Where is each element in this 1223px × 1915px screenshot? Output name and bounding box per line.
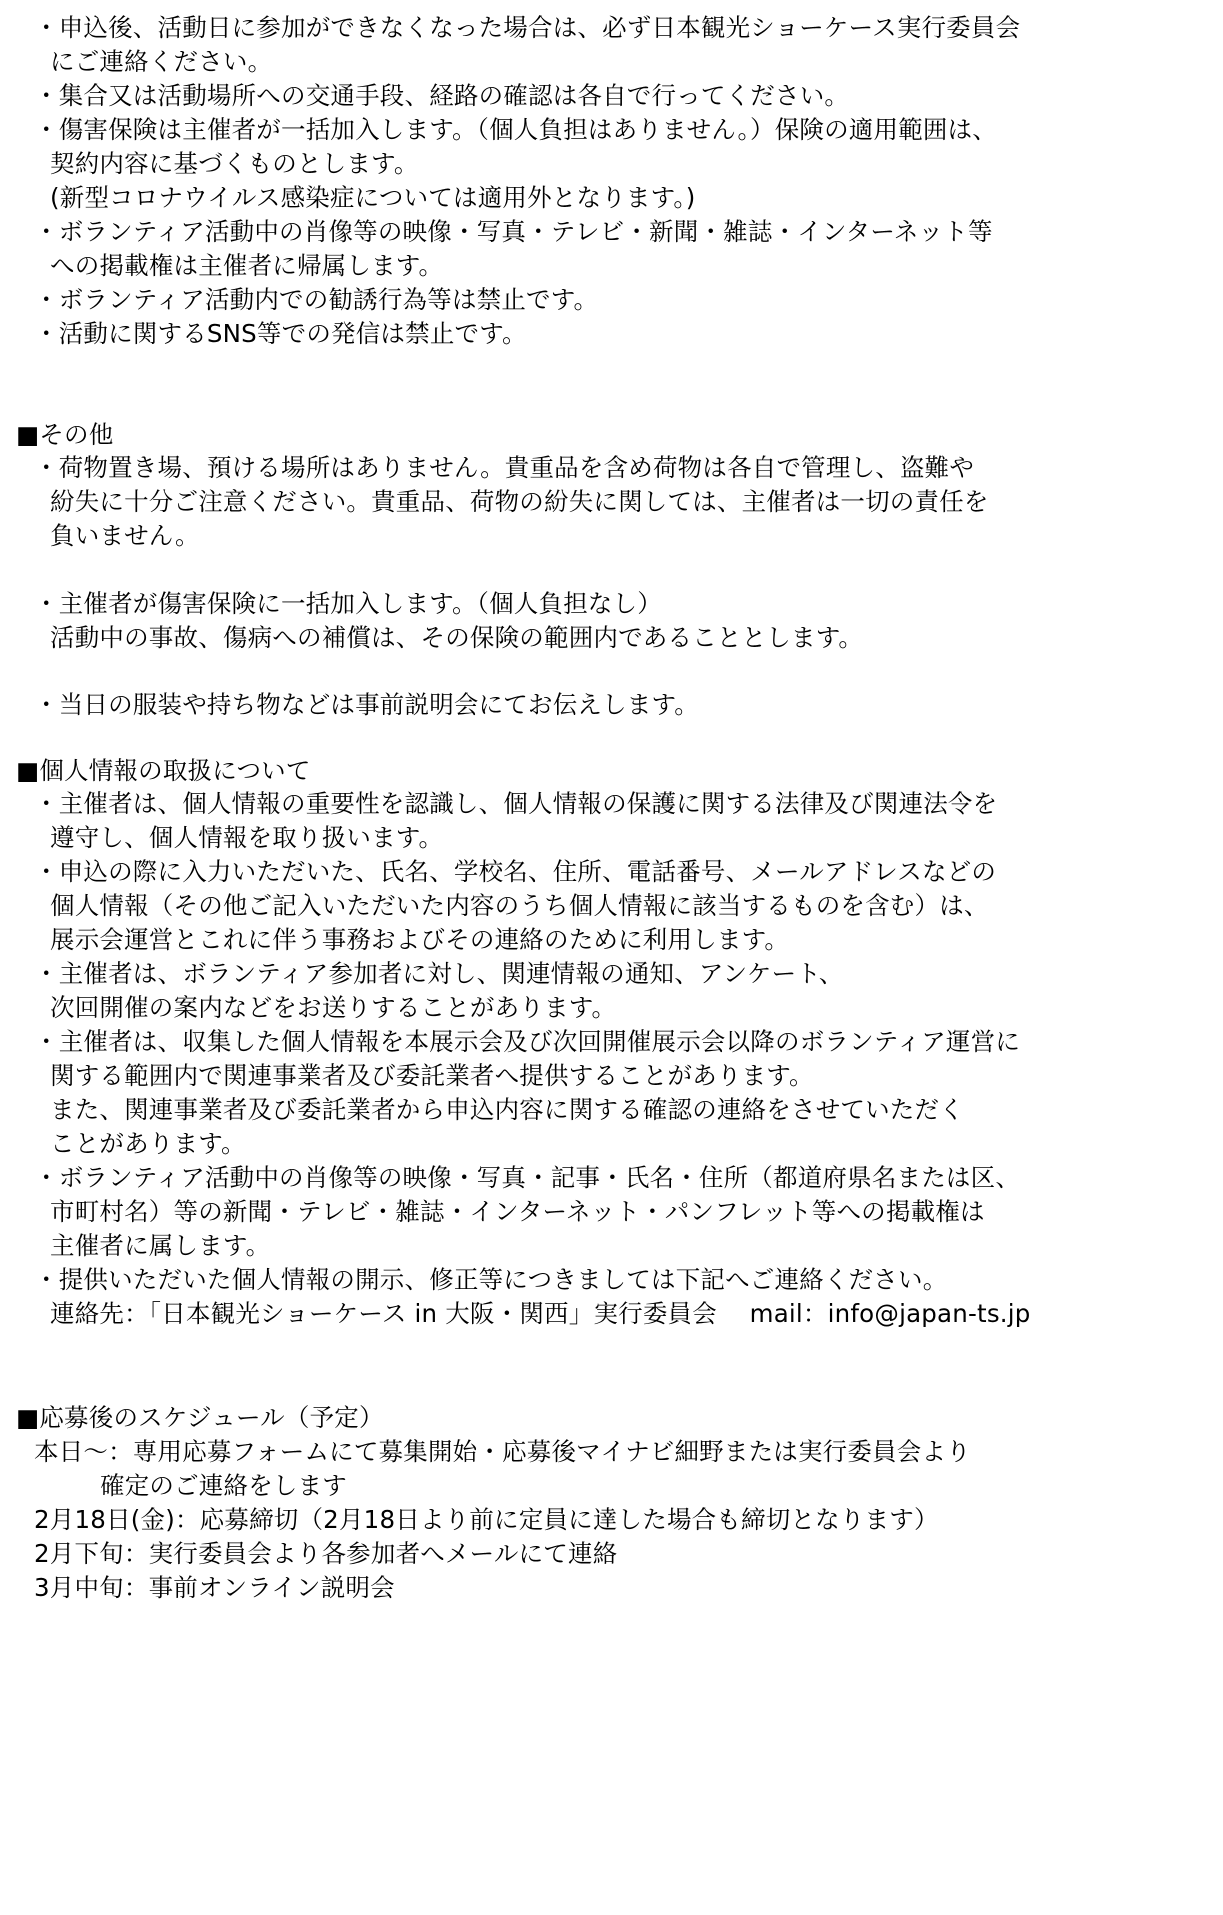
privacy-5-line-2: 市町村名）等の新聞・テレビ・雑誌・インターネット・パンフレット等への掲載権は [50,1197,985,1226]
privacy-5-line-3: 主催者に属します。 [50,1231,271,1260]
note-3-line-2: 契約内容に基づくものとします。 [50,149,419,178]
note-6-line-1: ・活動に関するSNS等での発信は禁止です。 [34,319,527,348]
schedule-heading: ■応募後のスケジュール（予定） [16,1403,384,1432]
other-1-line-3: 負いません。 [50,521,200,550]
privacy-4-line-3: また、関連事業者及び委託業者から申込内容に関する確認の連絡をさせていただく [50,1095,964,1124]
other-1-line-2: 紛失に十分ご注意ください。貴重品、荷物の紛失に関しては、主催者は一切の責任を [50,487,989,516]
privacy-5-line-1: ・ボランティア活動中の肖像等の映像・写真・記事・氏名・住所（都道府県名または区、 [34,1163,1021,1192]
other-2-line-2: 活動中の事故、傷病への補償は、その保険の範囲内であることとします。 [50,623,864,652]
privacy-4-line-1: ・主催者は、収集した個人情報を本展示会及び次回開催展示会以降のボランティア運営に [34,1027,1021,1056]
schedule-1-line-2: 確定のご連絡をします [100,1471,347,1500]
schedule-4-line-1: 3月中旬：事前オンライン説明会 [34,1573,395,1602]
note-5-line-1: ・ボランティア活動内での勧誘行為等は禁止です。 [34,285,599,314]
privacy-2-line-2: 個人情報（その他ご記入いただいた内容のうち個人情報に該当するものを含む）は、 [50,891,989,920]
privacy-6-line-1: ・提供いただいた個人情報の開示、修正等につきましては下記へご連絡ください。 [34,1265,948,1294]
privacy-1-line-2: 遵守し、個人情報を取り扱います。 [50,823,444,852]
privacy-1-line-1: ・主催者は、個人情報の重要性を認識し、個人情報の保護に関する法律及び関連法令を [34,789,998,818]
note-3-line-3: (新型コロナウイルス感染症については適用外となります。) [50,183,696,212]
other-3-line-1: ・当日の服装や持ち物などは事前説明会にてお伝えします。 [34,690,699,719]
privacy-4-line-2: 関する範囲内で関連事業者及び委託業者へ提供することがあります。 [50,1061,814,1090]
schedule-2-line-1: 2月18日(金)：応募締切（2月18日より前に定員に達した場合も締切となります） [34,1505,939,1534]
other-2-line-1: ・主催者が傷害保険に一括加入します。（個人負担なし） [34,589,662,618]
note-4-line-1: ・ボランティア活動中の肖像等の映像・写真・テレビ・新聞・雑誌・インターネット等 [34,217,993,246]
privacy-3-line-1: ・主催者は、ボランティア参加者に対し、関連情報の通知、アンケート、 [34,959,844,988]
note-1-line-2: にご連絡ください。 [50,47,273,76]
schedule-3-line-1: 2月下旬：実行委員会より各参加者へメールにて連絡 [34,1539,618,1568]
other-1-line-1: ・荷物置き場、預ける場所はありません。貴重品を含め荷物は各自で管理し、盗難や [34,453,975,482]
note-3-line-1: ・傷害保険は主催者が一括加入します。（個人負担はありません。）保険の適用範囲は、 [34,115,998,144]
privacy-contact: 連絡先：「日本観光ショーケース in 大阪・関西」実行委員会 mail：info@japan-ts.jp [50,1299,1031,1328]
schedule-1-line-1: 本日～：専用応募フォームにて募集開始・応募後マイナビ細野または実行委員会より [34,1437,971,1466]
privacy-4-line-4: ことがあります。 [50,1129,246,1158]
note-2-line-1: ・集合又は活動場所への交通手段、経路の確認は各自で行ってください。 [34,81,850,110]
privacy-2-line-1: ・申込の際に入力いただいた、氏名、学校名、住所、電話番号、メールアドレスなどの [34,857,997,886]
privacy-2-line-3: 展示会運営とこれに伴う事務およびその連絡のために利用します。 [50,925,790,954]
privacy-heading: ■個人情報の取扱について [16,756,311,785]
note-1-line-1: ・申込後、活動日に参加ができなくなった場合は、必ず日本観光ショーケース実行委員会 [34,13,1021,42]
other-heading: ■その他 [16,420,114,449]
privacy-3-line-2: 次回開催の案内などをお送りすることがあります。 [50,993,617,1022]
note-4-line-2: への掲載権は主催者に帰属します。 [50,251,444,280]
